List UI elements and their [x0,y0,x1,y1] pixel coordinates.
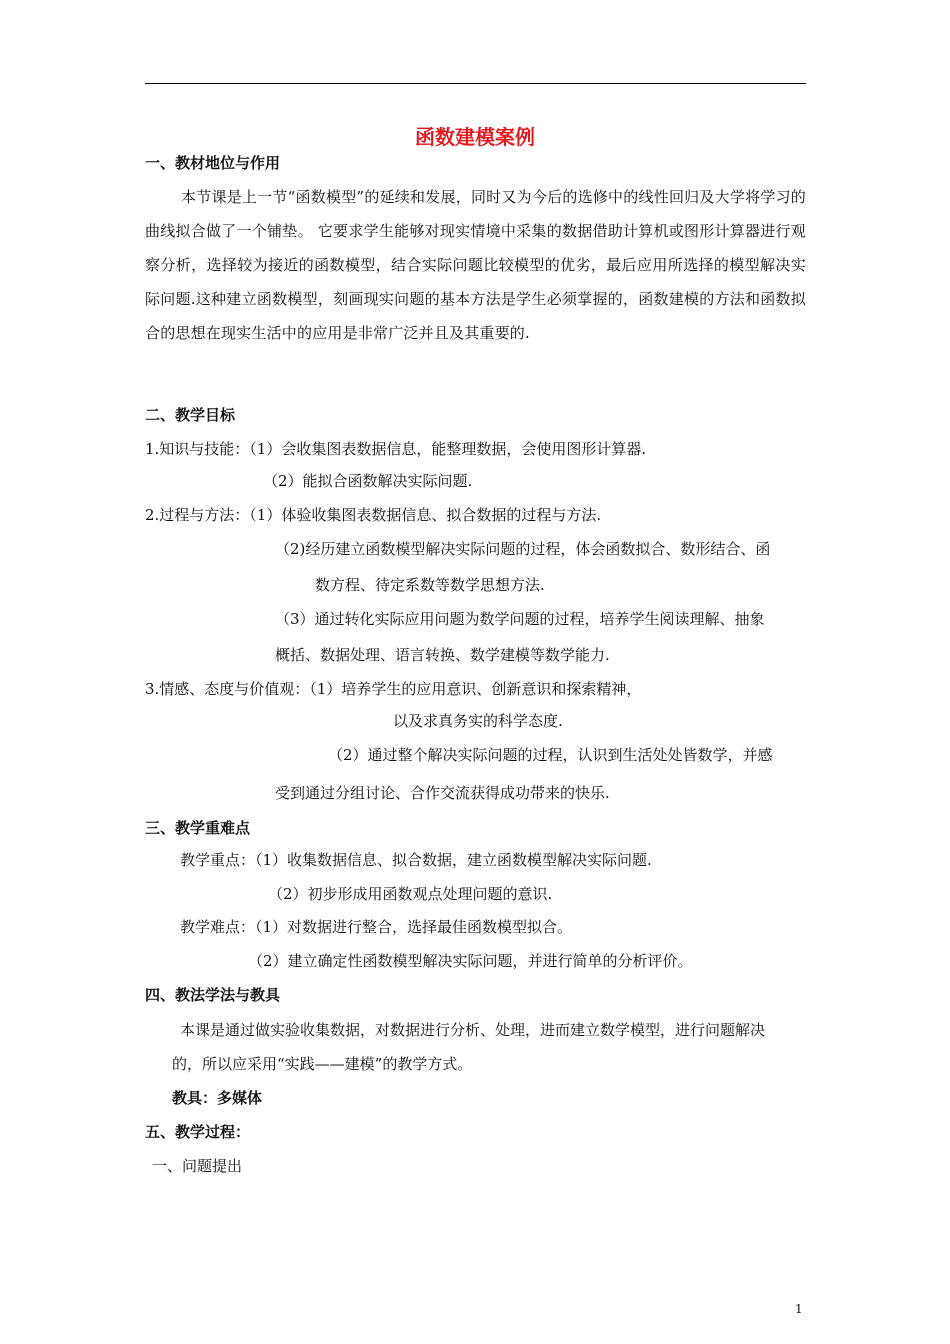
section-heading-2: 二、教学目标 [145,406,236,424]
goal-3-line-2: 以及求真务实的科学态度. [393,712,563,730]
page-number: 1 [795,1302,803,1316]
section-heading-4: 四、教法学法与教具 [145,986,281,1004]
difficulty-line-1: 教学难点：（1）对数据进行整合，选择最佳函数模型拟合。 [180,918,573,936]
section-1-paragraph: 本节课是上一节“函数模型”的延续和发展，同时又为今后的选修中的线性回归及大学将学习的曲线拟合做了一个铺垫。 它要求学生能够对现实情境中采集的数据借助计算机或图形计算器进行观察分析，选择较为接近的函数模型，结合实际问题比较模型的优劣，最后应用所选择的模型解决实际问题.这种建立函数模型，刻画现实问题的基本方法是学生必须掌握的，函数建模的方法和函数拟合的思想在现实生活中的应用是非常广泛并且及其重要的. [145,188,806,342]
section-heading-1: 一、教材地位与作用 [145,154,281,172]
subsection-1: 一、问题提出 [152,1157,243,1175]
goal-2-line-2: （2)经历建立函数模型解决实际问题的过程，体会函数拟合、数形结合、函 [275,540,771,558]
goal-3-line-3: （2）通过整个解决实际问题的过程，认识到生活处处皆数学，并感 [328,746,773,764]
teaching-tools: 教具：多媒体 [172,1089,263,1107]
difficulty-line-2: （2）建立确定性函数模型解决实际问题，并进行简单的分析评价。 [248,952,693,970]
section-heading-3: 三、教学重难点 [145,819,251,837]
header-rule [145,83,806,84]
goal-2-line-4: （3）通过转化实际应用问题为数学问题的过程，培养学生阅读理解、抽象 [275,610,765,628]
focus-line-1: 教学重点：（1）收集数据信息、拟合数据，建立函数模型解决实际问题. [180,851,652,869]
goal-2-line-5: 概括、数据处理、语言转换、数学建模等数学能力. [275,646,610,664]
method-line-1: 本课是通过做实验收集数据，对数据进行分析、处理，进而建立数学模型，进行问题解决 [180,1021,766,1039]
goal-3-line-4: 受到通过分组讨论、合作交流获得成功带来的快乐. [275,784,610,802]
document-title: 函数建模案例 [415,125,535,149]
goal-3-line-1: 3.情感、态度与价值观：（1）培养学生的应用意识、创新意识和探索精神， [145,680,642,698]
section-heading-5: 五、教学过程： [145,1123,251,1141]
goal-1-line-1: 1.知识与技能：（1）会收集图表数据信息，能整理数据，会使用图形计算器. [145,440,647,458]
goal-2-line-3: 数方程、待定系数等数学思想方法. [315,576,545,594]
method-line-2: 的，所以应采用“实践——建模”的教学方式。 [172,1055,473,1073]
goal-1-line-2: （2）能拟合函数解决实际问题. [263,472,473,490]
focus-line-2: （2）初步形成用函数观点处理问题的意识. [268,885,553,903]
goal-2-line-1: 2.过程与方法：（1）体验收集图表数据信息、拟合数据的过程与方法. [145,506,602,524]
